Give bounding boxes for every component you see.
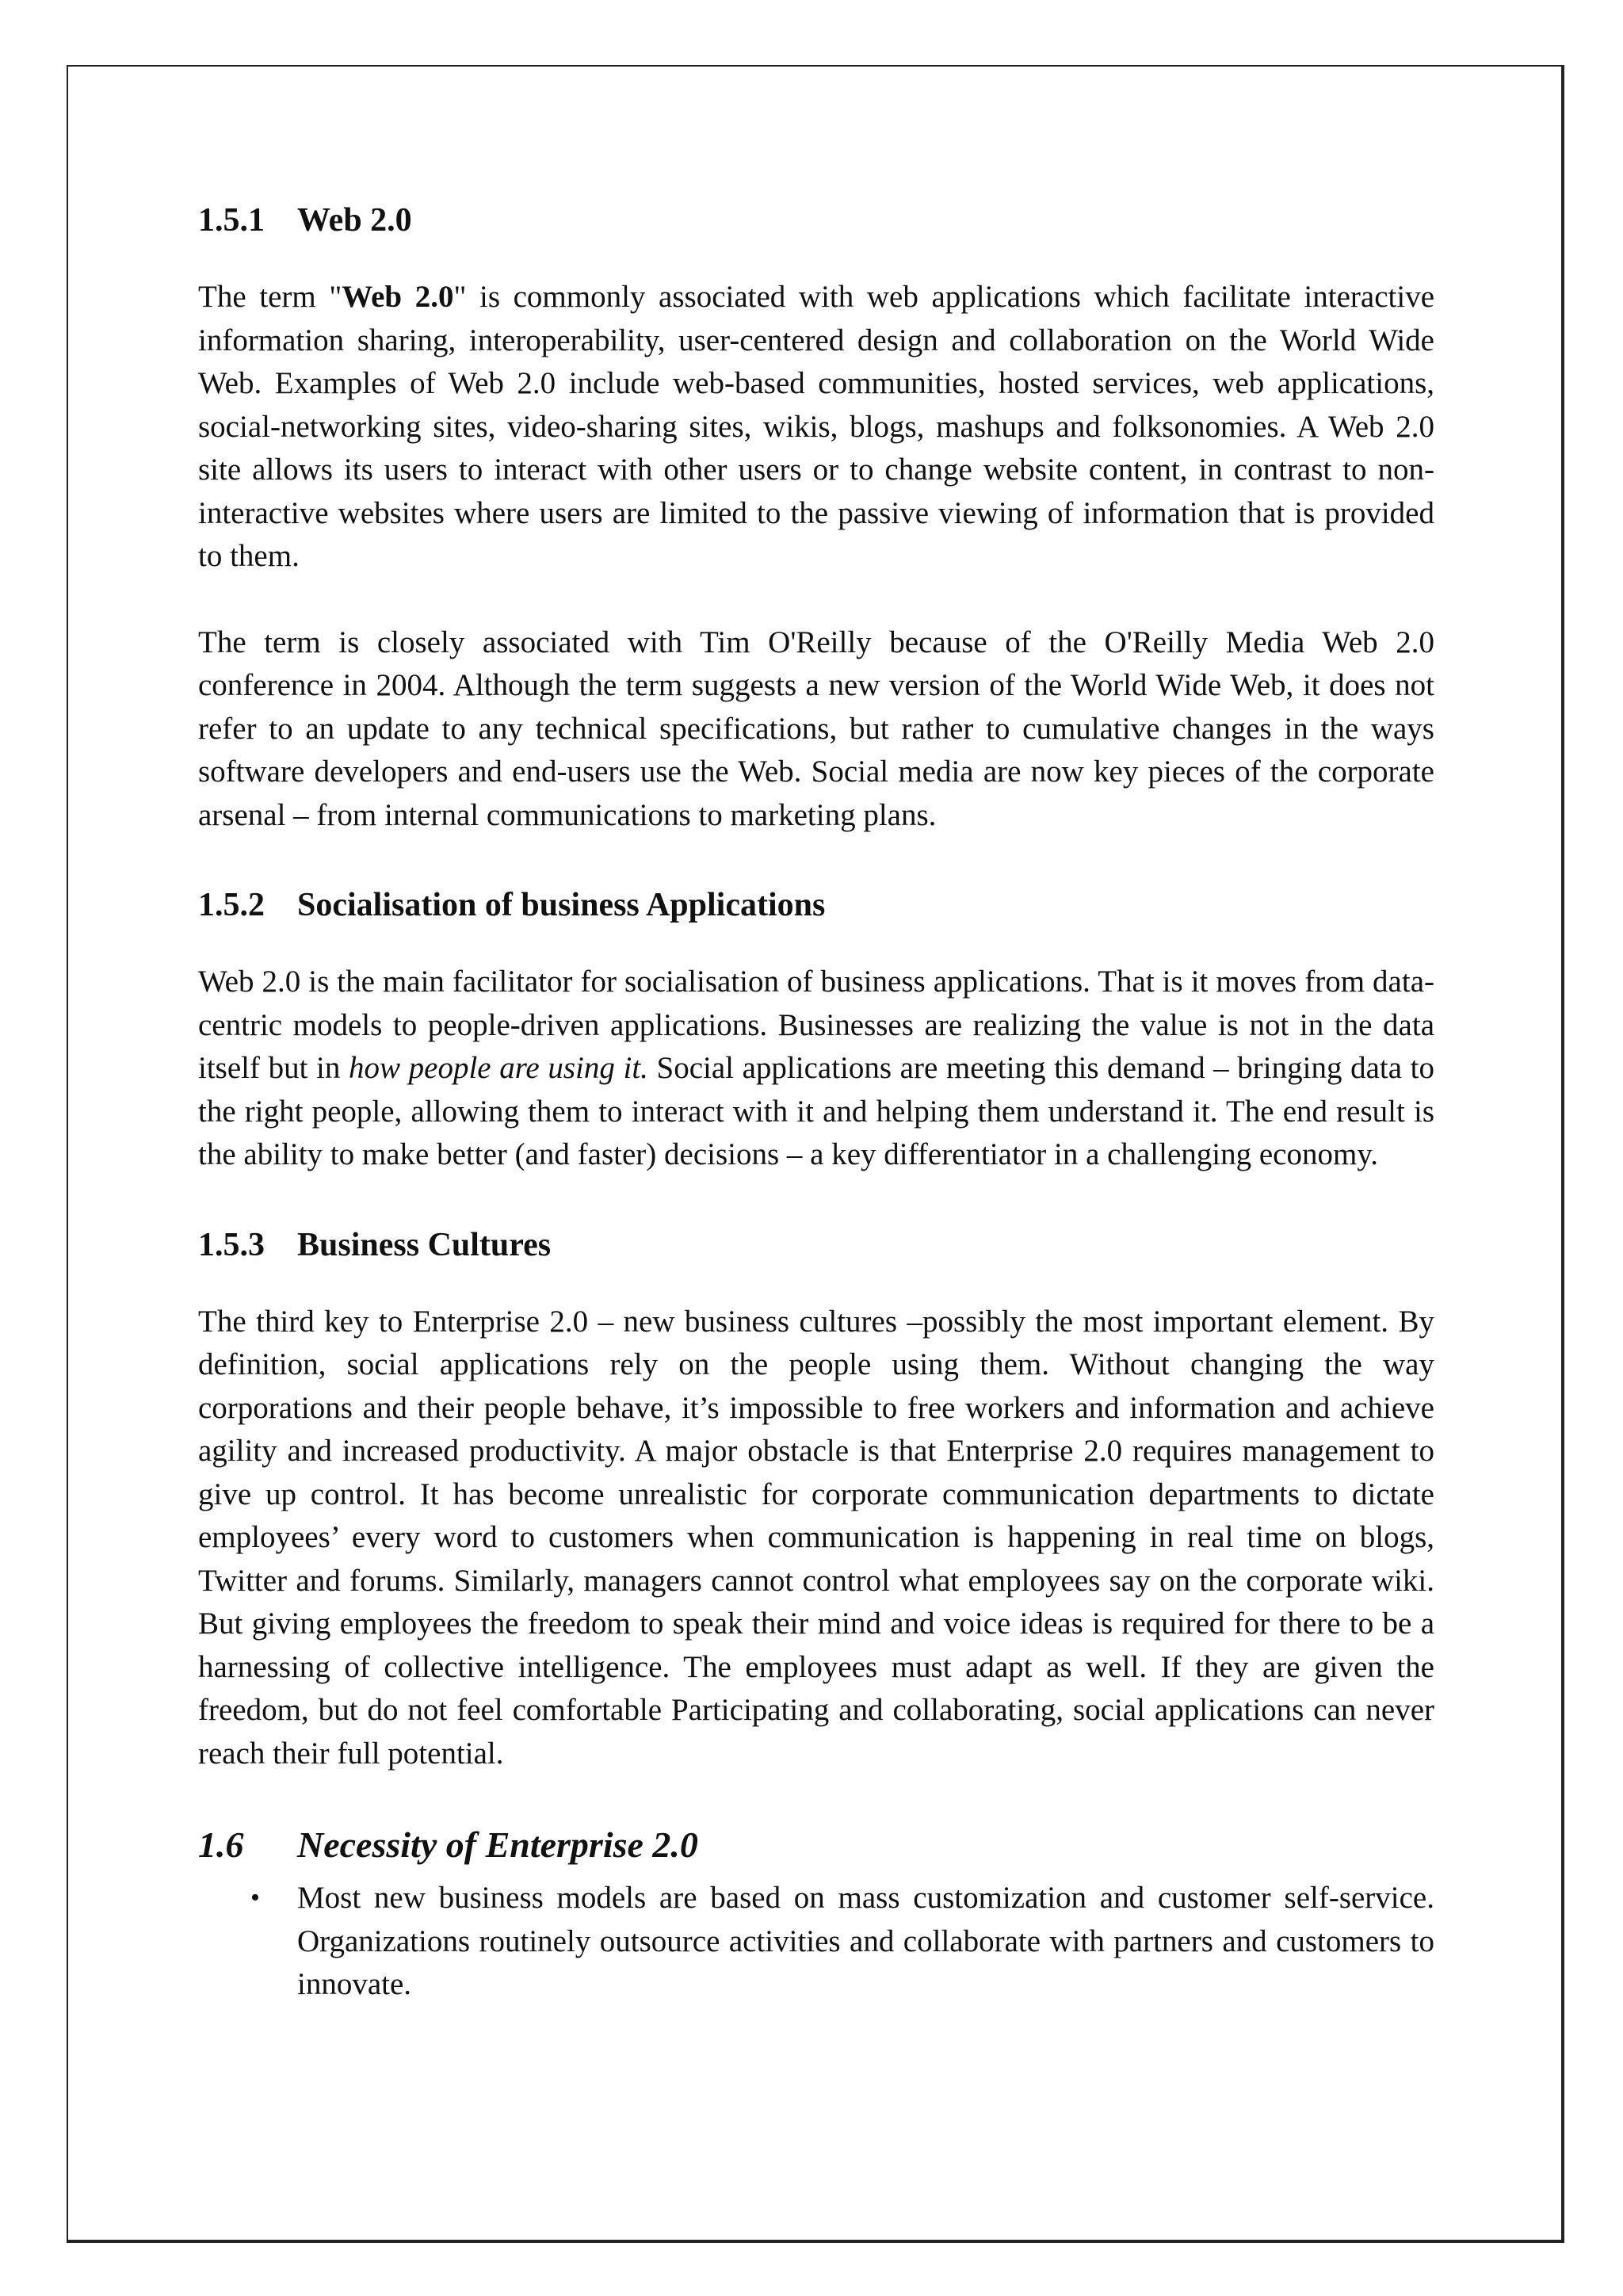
text-run: The term " bbox=[198, 280, 342, 314]
bold-term: Web 2.0 bbox=[342, 280, 454, 314]
text-run: Web 2.0 is the main facilitator for socialisation of business applications. That is it moves from data-centric models to people-driven applications. Businesses are realizing the value is not in the data itself but in bbox=[198, 965, 1434, 1085]
section-heading-1-5-2 bbox=[198, 881, 1434, 929]
section-title: Business Cultures bbox=[297, 1226, 552, 1263]
paragraph-web20-definition bbox=[198, 276, 1434, 579]
section-number: 1.5.1 bbox=[198, 202, 265, 239]
italic-phrase: how people are using it. bbox=[349, 1051, 648, 1085]
document-body bbox=[198, 197, 1434, 2007]
paragraph-business-cultures: The third key to Enterprise 2.0 – new business cultures –possibly the most important element. By definition, social applications rely on the people using them. Without changing the way corporations and their people behave, it’s impossible to free workers and information and achieve agility and increased productivity. A major obstacle is that Enterprise 2.0 requires management to give up control. It has become unrealistic for corporate communication departments to dictate employees’ every word to customers when communication is happening in real time on blogs, Twitter and forums. Similarly, managers cannot control what employees say on the corporate wiki. But giving employees the freedom to speak their mind and voice ideas is required for there to be a harnessing of collective intelligence. The employees must adapt as well. If they are given the freedom, but do not feel comfortable Participating and collaborating, social applications can never reach their full potential. bbox=[198, 1304, 1434, 1771]
section-heading-1-5-1 bbox=[198, 197, 1434, 244]
list-item bbox=[198, 1877, 1434, 2007]
bullet-icon: • bbox=[250, 1883, 260, 1912]
section-heading-1-6 bbox=[198, 1820, 1434, 1870]
section-heading-1-5-3 bbox=[198, 1221, 1434, 1269]
section-number: 1.5.2 bbox=[198, 887, 265, 923]
paragraph-web20-history: The term is closely associated with Tim O'Reilly because of the O'Reilly Media Web 2.0 conference in 2004. Although the term suggests a new version of the World Wide Web, it does not refer to an update to any technical specifications, but rather to cumulative changes in the ways software developers and end-users use the Web. Social media are now key pieces of the corporate arsenal – from internal communications to marketing plans. bbox=[198, 625, 1434, 832]
section-number: 1.6 bbox=[198, 1824, 244, 1865]
list-item-text: Most new business models are based on mass customization and customer self-service. Organizations routinely outsource activities and collaborate with partners and customers to innovate. bbox=[297, 1881, 1434, 2001]
text-run: Social applications are meeting this demand – bringing data to the right people, allowing them to interact with it and helping them understand it. The end result is the ability to make better (and faster) decisions – a key differentiator in a challenging economy. bbox=[198, 1051, 1434, 1171]
section-title: Socialisation of business Applications bbox=[297, 887, 826, 923]
paragraph-socialisation bbox=[198, 961, 1434, 1177]
section-number: 1.5.3 bbox=[198, 1226, 265, 1263]
section-title: Necessity of Enterprise 2.0 bbox=[297, 1824, 698, 1865]
text-run: " is commonly associated with web applications which facilitate interactive information sharing, interoperability, user-centered design and collaboration on the World Wide Web. Examples of Web 2.0 include web-based communities, hosted services, web applications, social-networking sites, video-sharing sites, wikis, blogs, mashups and folksonomies. A Web 2.0 site allows its users to interact with other users or to change website content, in contrast to non-interactive websites where users are limited to the passive viewing of information that is provided to them. bbox=[198, 280, 1434, 573]
bullet-list bbox=[198, 1877, 1434, 2007]
section-title: Web 2.0 bbox=[297, 202, 412, 239]
